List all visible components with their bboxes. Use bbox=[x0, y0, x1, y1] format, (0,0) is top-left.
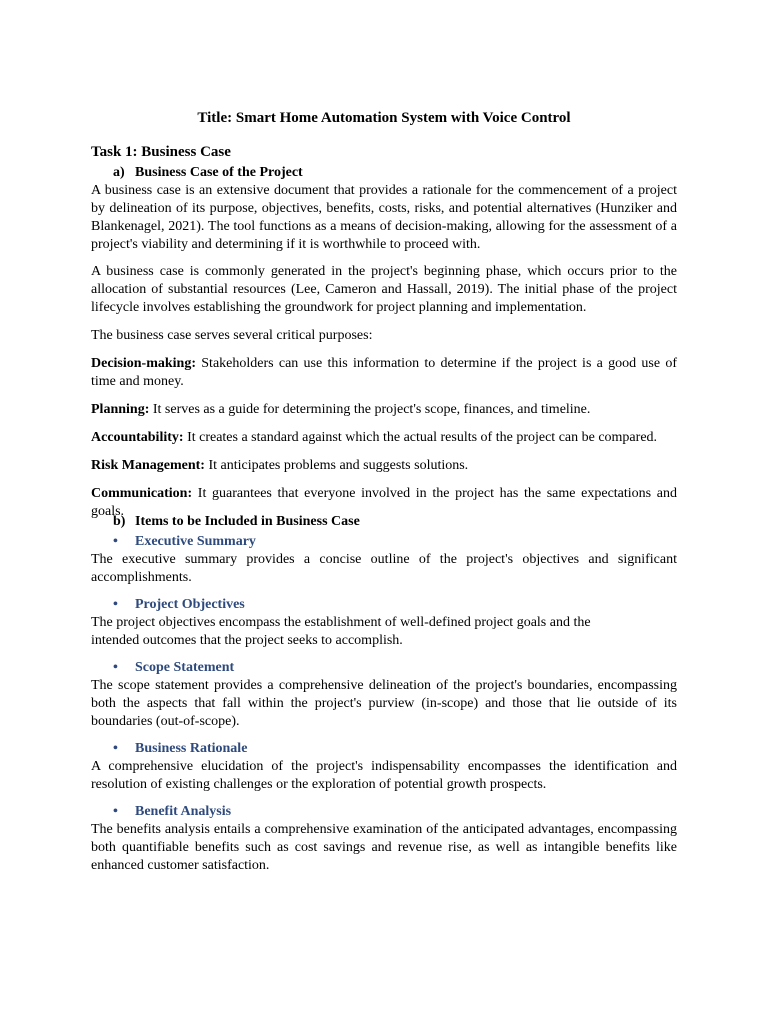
item-text-scope-statement: The scope statement provides a comprehensive delineation of the project's boundaries, encompassing both the aspects that fall within the project's purview (in-scope) and those that lie outside of its boundaries (out-of-scope). bbox=[91, 678, 677, 729]
task-heading: Task 1: Business Case bbox=[91, 144, 231, 160]
section-b-marker: b) bbox=[113, 514, 126, 529]
purpose-term: Risk Management: bbox=[91, 458, 205, 473]
section-b-title: Items to be Included in Business Case bbox=[135, 514, 360, 529]
purpose-text: Stakeholders can use this information to determine if the project is a good use of time and money. bbox=[91, 356, 677, 389]
item-title: Business Rationale bbox=[135, 741, 248, 756]
bullet-icon: • bbox=[113, 597, 118, 612]
bullet-icon: • bbox=[113, 534, 118, 549]
document-title: Title: Smart Home Automation System with Voice Control bbox=[197, 110, 571, 126]
item-title: Scope Statement bbox=[135, 660, 235, 675]
paragraph-intro: A business case is an extensive document that provides a rationale for the commencement of a project by delineation of its purpose, objectives, benefits, costs, risks, and potential alternatives (Hunziker and Blankenagel, 2021). The tool functions as a means of decision-making, allowing for the assessment of a project's viability and determining if it is worthwhile to proceed with. bbox=[91, 183, 677, 252]
bullet-icon: • bbox=[113, 804, 118, 819]
item-heading-benefit-analysis bbox=[113, 803, 231, 821]
item-title: Project Objectives bbox=[135, 597, 245, 612]
purpose-text: It serves as a guide for determining the project's scope, finances, and timeline. bbox=[149, 402, 591, 417]
item-text-project-objectives: The project objectives encompass the establishment of well-defined project goals and the intended outcomes that the project seeks to accomplish. bbox=[91, 615, 591, 648]
purpose-planning bbox=[91, 401, 677, 419]
purpose-risk-management bbox=[91, 457, 677, 475]
bullet-icon: • bbox=[113, 660, 118, 675]
item-text-executive-summary: The executive summary provides a concise outline of the project's objectives and significant accomplishments. bbox=[91, 552, 677, 585]
item-heading-business-rationale bbox=[113, 740, 247, 758]
bullet-icon: • bbox=[113, 741, 118, 756]
section-a-heading bbox=[113, 164, 303, 182]
section-a-marker: a) bbox=[113, 165, 125, 180]
paragraph-phase: A business case is commonly generated in the project's beginning phase, which occurs prior to the allocation of substantial resources (Lee, Cameron and Hassall, 2019). The initial phase of the project lifecycle involves establishing the groundwork for project planning and implementation. bbox=[91, 264, 677, 315]
section-a-title: Business Case of the Project bbox=[135, 165, 303, 180]
item-heading-executive-summary bbox=[113, 533, 256, 551]
item-heading-scope-statement bbox=[113, 659, 234, 677]
item-text-benefit-analysis: The benefits analysis entails a comprehensive examination of the anticipated advantages, encompassing both quantifiable benefits such as cost savings and revenue rise, as well as intangible benefits like enhanced customer satisfaction. bbox=[91, 822, 677, 873]
item-text-business-rationale: A comprehensive elucidation of the project's indispensability encompasses the identification and resolution of existing challenges or the exploration of potential growth prospects. bbox=[91, 759, 677, 792]
purpose-decision-making bbox=[91, 355, 677, 391]
paragraph-purposes-lead: The business case serves several critical purposes: bbox=[91, 328, 373, 343]
purpose-text: It guarantees that everyone involved in the project has the same expectations and goals. bbox=[91, 486, 677, 519]
purpose-term: Accountability: bbox=[91, 430, 184, 445]
purpose-term: Decision-making: bbox=[91, 356, 196, 371]
purpose-accountability bbox=[91, 429, 677, 447]
item-title: Benefit Analysis bbox=[135, 804, 232, 819]
purpose-term: Communication: bbox=[91, 486, 193, 501]
item-title: Executive Summary bbox=[135, 534, 256, 549]
purpose-term: Planning: bbox=[91, 402, 150, 417]
purpose-text: It anticipates problems and suggests solutions. bbox=[204, 458, 469, 473]
item-heading-project-objectives bbox=[113, 596, 245, 614]
purpose-text: It creates a standard against which the actual results of the project can be compared. bbox=[183, 430, 658, 445]
section-b-heading bbox=[113, 513, 360, 531]
